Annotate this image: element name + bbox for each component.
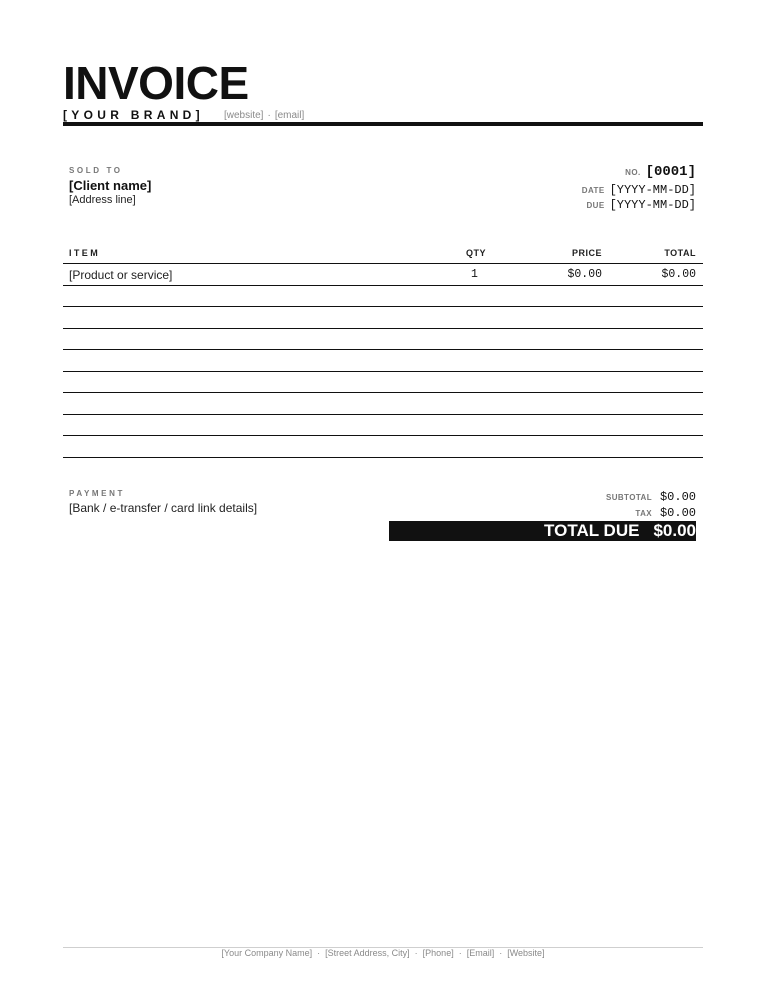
payment-details: [Bank / e-transfer / card link details] (69, 501, 258, 515)
footer-company: [Your Company Name] (221, 948, 313, 958)
row-item: [Product or service] (69, 268, 173, 282)
sold-to-label: SOLD TO (69, 166, 123, 175)
subtotal-value: $0.00 (659, 490, 696, 504)
footer-separator: · (317, 948, 321, 958)
tax (635, 503, 696, 521)
column-header-total: TOTAL (664, 248, 696, 258)
invoice-title: INVOICE (63, 57, 249, 109)
footer-email: [Email] (466, 948, 495, 958)
subtotal-label: SUBTOTAL (605, 493, 652, 502)
table-row (63, 264, 703, 286)
total-due-value: $0.00 (653, 521, 696, 540)
invoice-due (586, 195, 696, 213)
table-row (63, 393, 703, 415)
table-row (63, 307, 703, 329)
brand-name: [YOUR BRAND] (63, 108, 204, 122)
invoice-date-value: [YYYY-MM-DD] (609, 183, 696, 197)
client-name: [Client name] (69, 178, 152, 193)
row-qty: 1 (471, 268, 478, 281)
table-row (63, 286, 703, 308)
footer-address: [Street Address, City] (325, 948, 410, 958)
column-header-qty: QTY (466, 248, 487, 258)
items-table-header (63, 244, 703, 264)
invoice-due-value: [YYYY-MM-DD] (609, 198, 696, 212)
row-total: $0.00 (661, 268, 696, 281)
footer-separator: · (414, 948, 418, 958)
header-website: [website] (224, 110, 264, 121)
table-row (63, 329, 703, 351)
total-due-label: TOTAL DUE (544, 521, 640, 540)
table-row (63, 436, 703, 458)
footer-separator: · (499, 948, 503, 958)
table-row (63, 350, 703, 372)
header-contact (224, 110, 304, 122)
total-due-bar (389, 521, 696, 541)
footer-phone: [Phone] (422, 948, 454, 958)
column-header-price: PRICE (571, 248, 602, 258)
invoice-due-label: DUE (586, 201, 605, 210)
invoice-date-label: DATE (581, 186, 605, 195)
row-price: $0.00 (567, 268, 602, 281)
column-header-item: ITEM (69, 248, 101, 258)
items-table (63, 244, 703, 458)
payment-label: PAYMENT (69, 489, 125, 498)
footer-website: [Website] (507, 948, 545, 958)
invoice-number (625, 162, 696, 180)
header-separator: · (267, 110, 271, 121)
invoice-number-value: [0001] (645, 164, 696, 180)
tax-value: $0.00 (659, 506, 696, 520)
table-row (63, 415, 703, 437)
footer-separator: · (458, 948, 462, 958)
tax-label: TAX (635, 509, 652, 518)
invoice-number-label: NO. (625, 168, 641, 177)
header-rule (63, 122, 703, 126)
header-email: [email] (274, 110, 305, 121)
footer (63, 948, 703, 958)
table-row (63, 372, 703, 394)
client-address: [Address line] (69, 194, 136, 206)
